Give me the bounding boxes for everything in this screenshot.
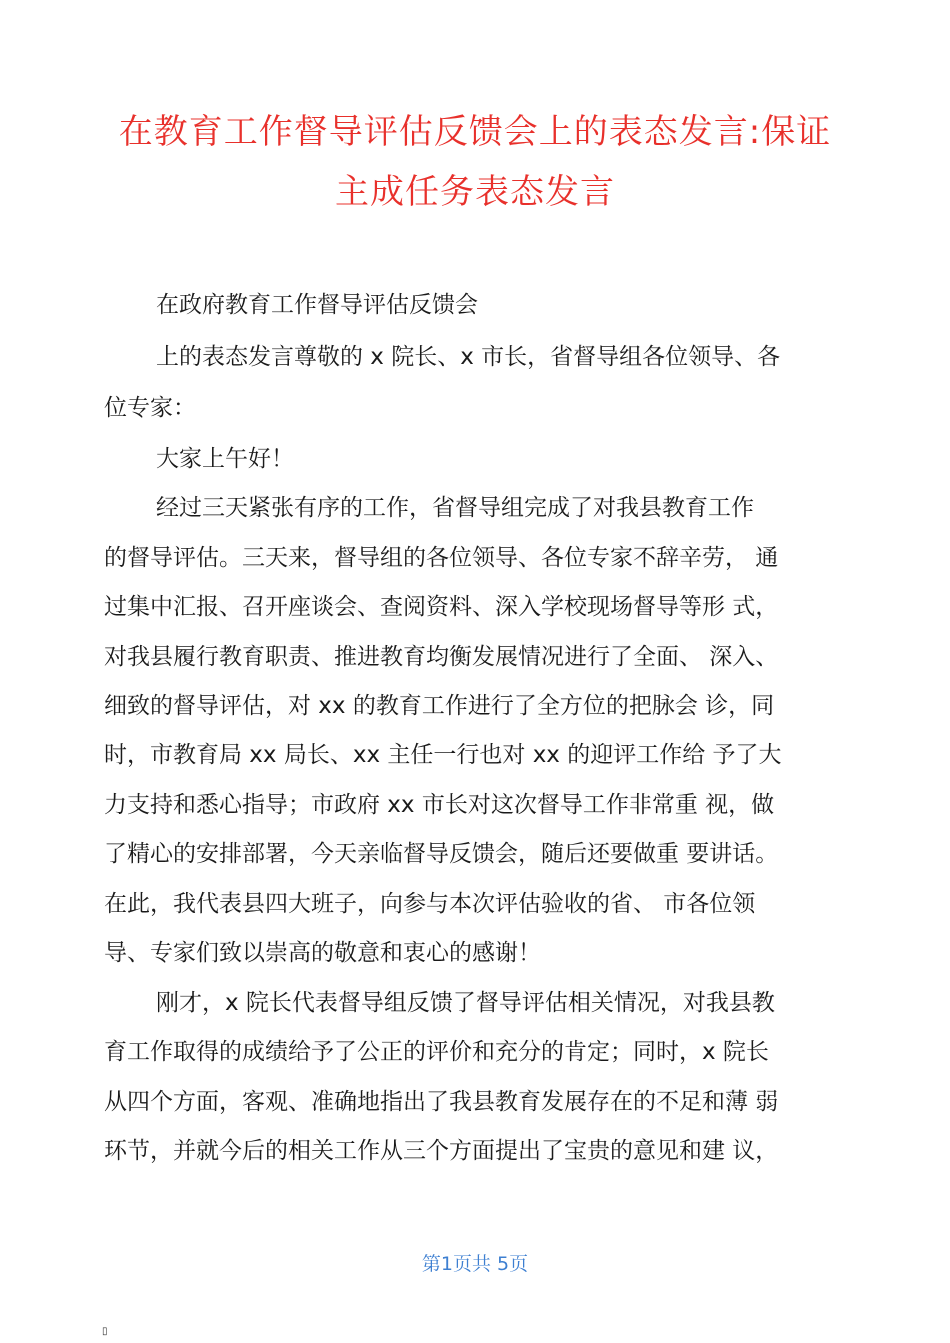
body-line: 对我县履行教育职责、推进教育均衡发展情况进行了全面、 深入、 <box>104 644 779 670</box>
body-line: 刚才，x 院长代表督导组反馈了督导评估相关情况，对我县教 <box>156 990 775 1016</box>
body-line: 大家上午好！ <box>156 446 294 472</box>
body-line: 时，市教育局 xx 局长、xx 主任一行也对 xx 的迎评工作给 予了大 <box>104 742 782 768</box>
body-line: 育工作取得的成绩给予了公正的评价和充分的肯定；同时，x 院长 <box>104 1039 769 1065</box>
corner-mark: ▯ <box>102 1326 108 1337</box>
body-line: 导、专家们致以崇高的敬意和衷心的感谢！ <box>104 940 541 966</box>
body-line: 力支持和悉心指导；市政府 xx 市长对这次督导工作非常重 视，做 <box>104 792 775 818</box>
body-line: 了精心的安排部署，今天亲临督导反馈会，随后还要做重 要讲话。 <box>104 841 779 867</box>
body-line: 位专家： <box>104 395 196 421</box>
body-line: 经过三天紧张有序的工作，省督导组完成了对我县教育工作 <box>156 495 754 521</box>
body-line: 环节，并就今后的相关工作从三个方面提出了宝贵的意见和建 议， <box>104 1138 779 1164</box>
page-footer: 第1页共 5页 <box>421 1253 529 1275</box>
body-line: 上的表态发言尊敬的 x 院长、x 市长，省督导组各位领导、各 <box>156 344 781 370</box>
body-line: 在政府教育工作督导评估反馈会 <box>156 292 478 318</box>
body-line: 过集中汇报、召开座谈会、查阅资料、深入学校现场督导等形 式， <box>104 594 779 620</box>
document-title-line-2: 主成任务表态发言 <box>335 172 615 212</box>
body-line: 从四个方面，客观、准确地指出了我县教育发展存在的不足和薄 弱 <box>104 1089 779 1115</box>
body-line: 在此，我代表县四大班子，向参与本次评估验收的省、 市各位领 <box>104 891 756 917</box>
body-line: 细致的督导评估，对 xx 的教育工作进行了全方位的把脉会 诊，同 <box>104 693 775 719</box>
document-title-line-1: 在教育工作督导评估反馈会上的表态发言:保证 <box>118 112 832 152</box>
body-line: 的督导评估。三天来，督导组的各位领导、各位专家不辞辛劳， 通 <box>104 545 779 571</box>
